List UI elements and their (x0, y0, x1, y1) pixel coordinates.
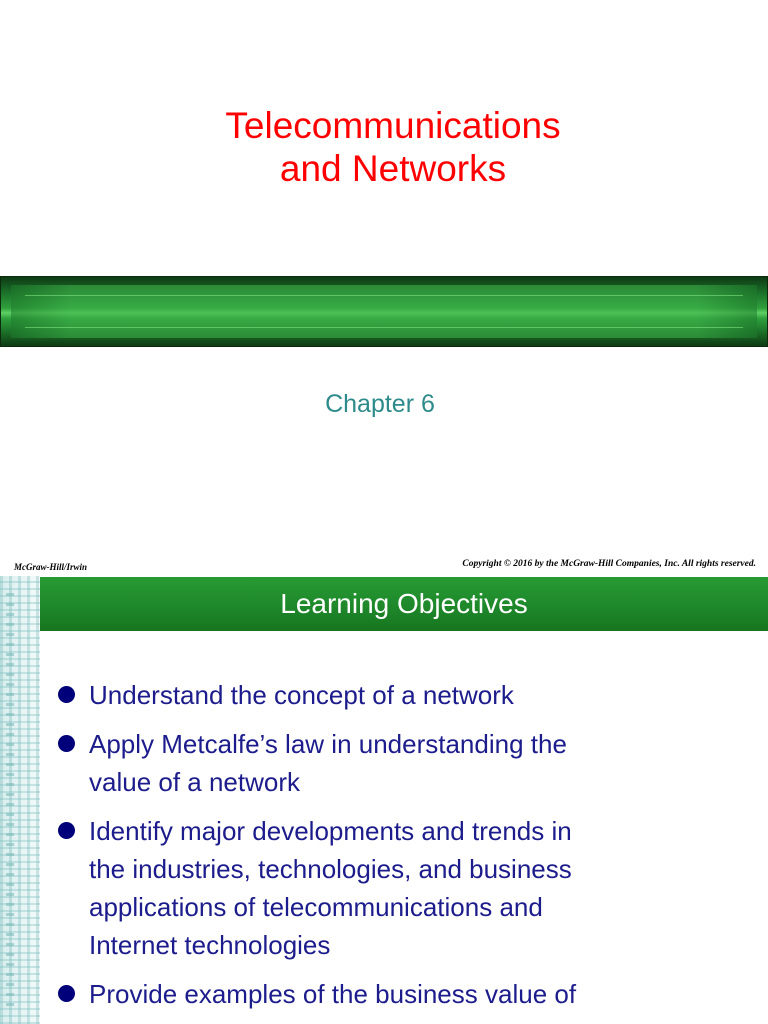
decorative-green-band (0, 276, 768, 347)
list-item (58, 725, 748, 801)
list-item-line: Identify major developments and trends in (89, 816, 572, 846)
list-item (58, 676, 748, 714)
list-item-line: Apply Metcalfe’s law in understanding the (89, 729, 567, 759)
list-item (58, 812, 748, 964)
bullet-icon (58, 686, 75, 703)
list-item (58, 975, 748, 1013)
title-line-1: Telecommunications (225, 105, 561, 146)
list-item-line: value of a network (89, 767, 301, 797)
chapter-label: Chapter 6 (325, 390, 435, 418)
title-line-2: and Networks (279, 148, 507, 189)
list-item-line: Provide examples of the business value of (89, 979, 577, 1009)
objectives-list (58, 676, 748, 1024)
list-item-line: Understand the concept of a network (89, 680, 514, 710)
publisher-footer: McGraw-Hill/Irwin (14, 562, 88, 572)
slide-title (0, 104, 768, 190)
learning-objectives-slide (0, 576, 768, 1024)
slide-heading: Learning Objectives (280, 588, 528, 619)
list-item-line: applications of telecommunications and (89, 892, 543, 922)
list-item-line: Internet technologies (89, 930, 331, 960)
bullet-icon (58, 735, 75, 752)
bullet-icon (58, 822, 75, 839)
bullet-icon (58, 985, 75, 1002)
decorative-sidebar (0, 576, 40, 1024)
list-item-line: the industries, technologies, and business (89, 854, 572, 884)
copyright-footer: Copyright © 2016 by the McGraw-Hill Companies, Inc. All rights reserved. (462, 559, 756, 569)
